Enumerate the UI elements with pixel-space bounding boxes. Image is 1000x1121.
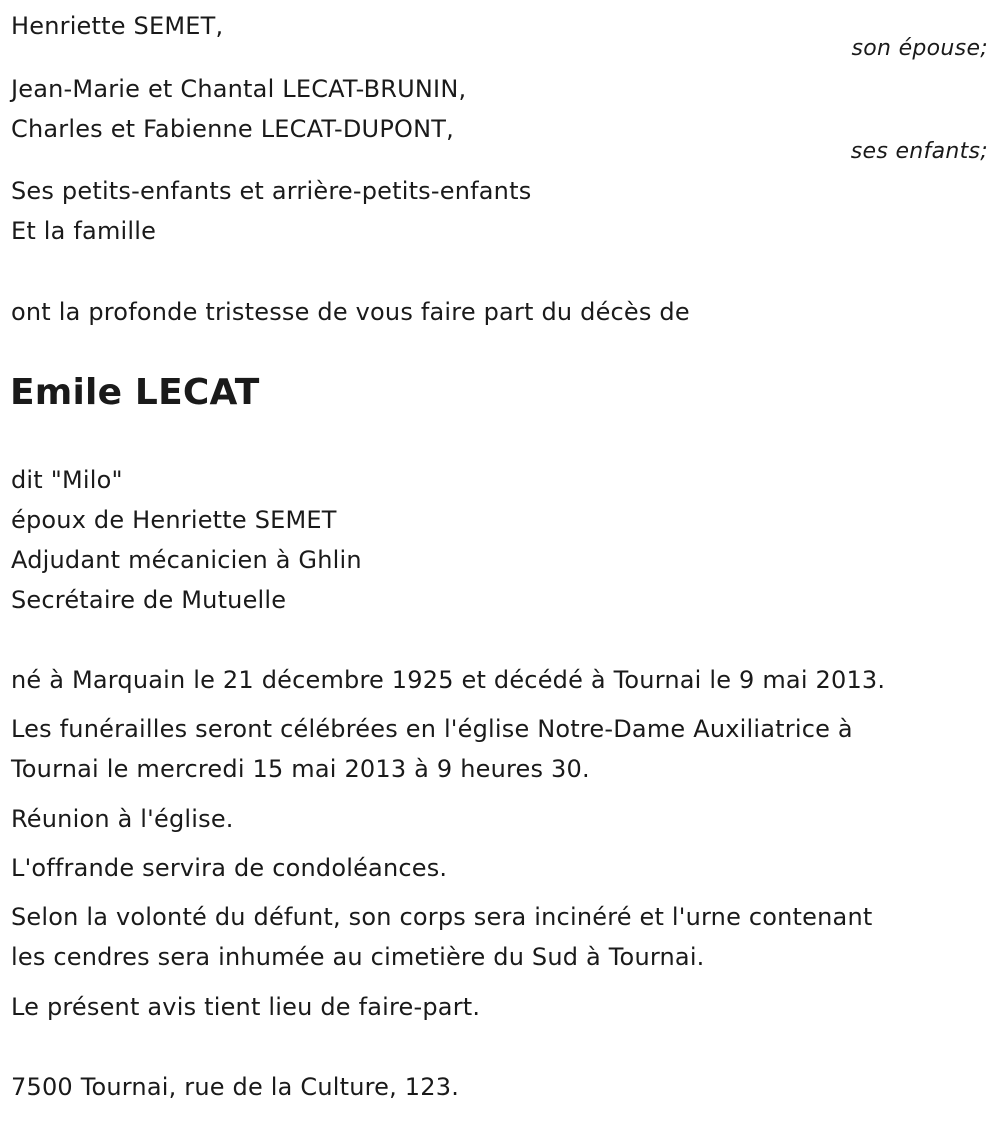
cremation-line-1: Selon la volonté du défunt, son corps sera incinéré et l'urne contenant (11, 903, 873, 931)
address-text: 7500 Tournai, rue de la Culture, 123. (11, 1073, 460, 1101)
deceased-role: Secrétaire de Mutuelle (11, 586, 287, 614)
deceased-spouse: époux de Henriette SEMET (11, 506, 337, 534)
meeting-text: Réunion à l'église. (11, 805, 234, 833)
offering-text: L'offrande servira de condoléances. (11, 854, 448, 882)
funeral-line-1: Les funérailles seront célébrées en l'église Notre-Dame Auxiliatrice à (11, 715, 853, 743)
cremation-line-2: les cendres sera inhumée au cimetière du Sud à Tournai. (11, 943, 705, 971)
deceased-name: Emile LECAT (10, 372, 260, 413)
child-line-2: Charles et Fabienne LECAT-DUPONT, (11, 115, 454, 143)
children-role: ses enfants; (850, 139, 988, 164)
deceased-nickname: dit "Milo" (11, 466, 123, 494)
deceased-occupation: Adjudant mécanicien à Ghlin (11, 546, 362, 574)
funeral-line-2: Tournai le mercredi 15 mai 2013 à 9 heures 30. (11, 755, 590, 783)
family-line-1: Ses petits-enfants et arrière-petits-enfants (11, 177, 532, 205)
notice-text: Le présent avis tient lieu de faire-part. (11, 993, 481, 1021)
announcement-text: ont la profonde tristesse de vous faire part du décès de (11, 298, 690, 326)
family-line-2: Et la famille (11, 217, 157, 245)
spouse-name: Henriette SEMET, (11, 12, 224, 40)
child-line-1: Jean-Marie et Chantal LECAT-BRUNIN, (11, 75, 467, 103)
spouse-role: son épouse; (851, 36, 988, 61)
birth-death-text: né à Marquain le 21 décembre 1925 et décédé à Tournai le 9 mai 2013. (11, 666, 886, 694)
